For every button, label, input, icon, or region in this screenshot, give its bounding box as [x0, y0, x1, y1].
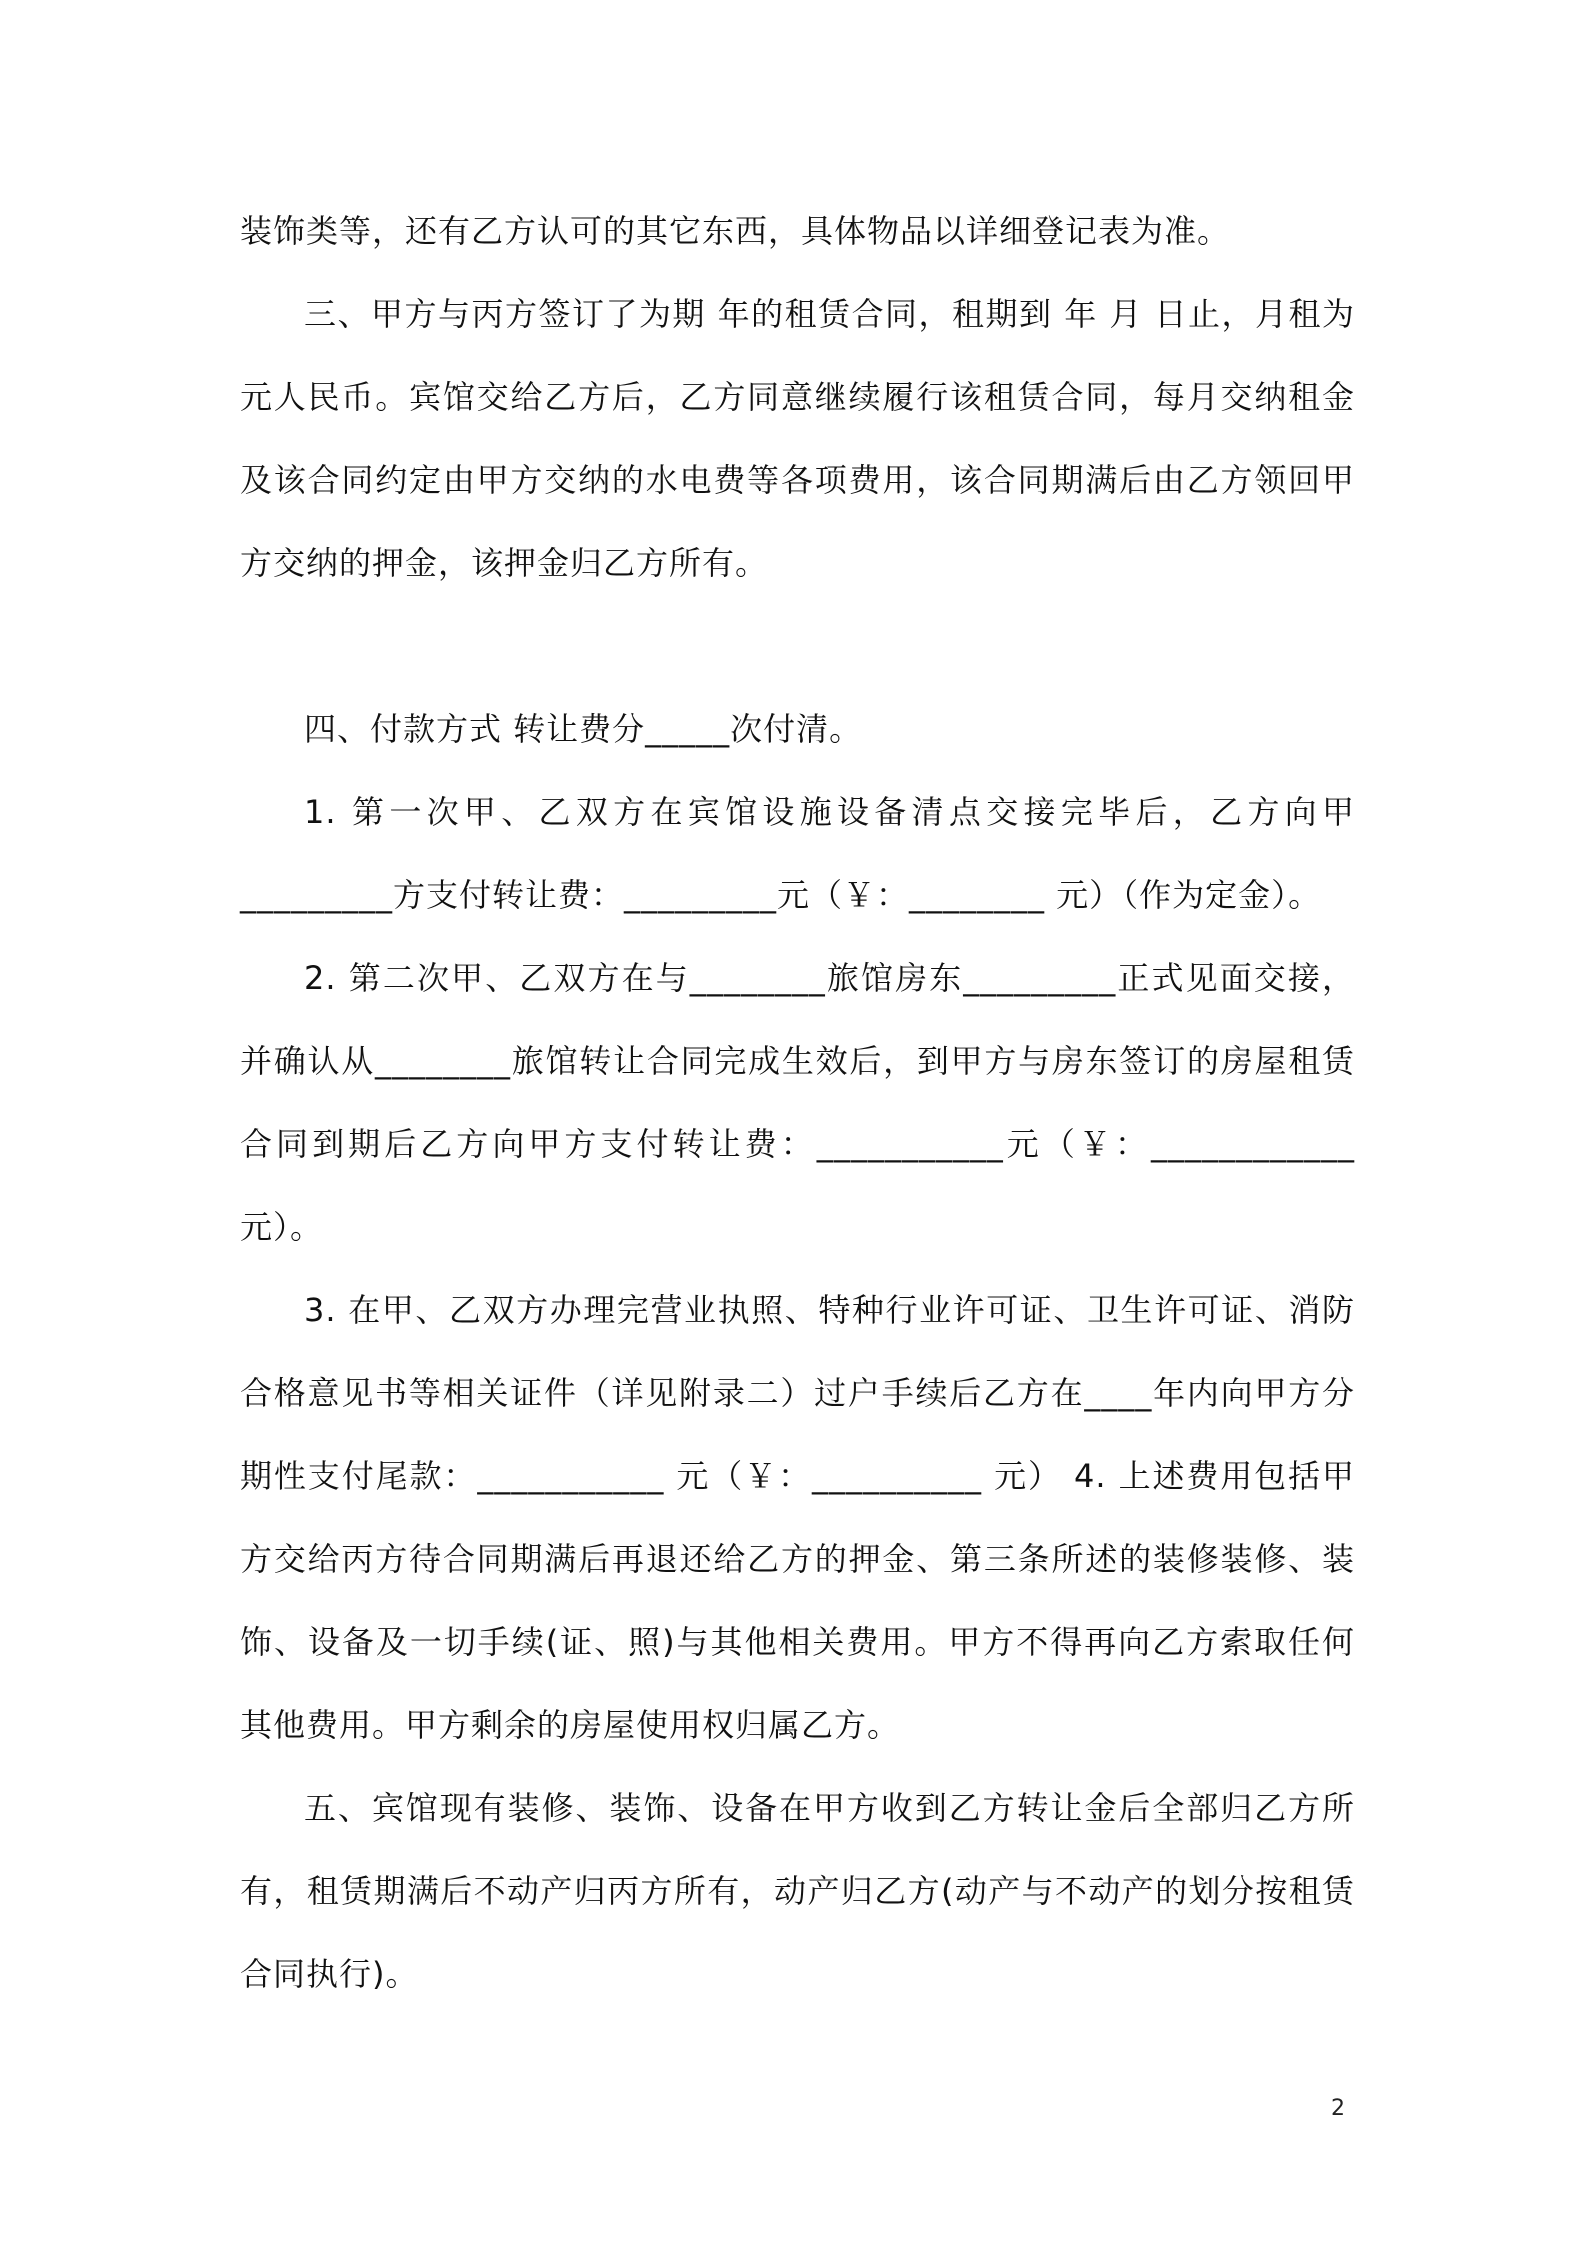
paragraph-payment-first: 1. 第一次甲、乙双方在宾馆设施设备清点交接完毕后，乙方向甲_________方支付转让费：_________元（￥：________ 元）（作为定金）。	[240, 793, 1355, 914]
page-number: 2	[1331, 2096, 1345, 2121]
paragraph-payment-third: 3. 在甲、乙双方办理完营业执照、特种行业许可证、卫生许可证、消防合格意见书等相关证件（详见附录二）过户手续后乙方在____年内向甲方分期性支付尾款：___________ 元（￥：__________ 元） 4. 上述费用包括甲方交给丙方待合同期满后再退还给乙方的押金、第三条所述的装修装修、装饰、设备及一切手续(证、照)与其他相关费用。甲方不得再向乙方索取任何其他费用。甲方剩余的房屋使用权归属乙方。	[240, 1291, 1355, 1744]
paragraph-section-three: 三、甲方与丙方签订了为期 年的租赁合同，租期到 年 月 日止，月租为 元人民币。宾馆交给乙方后，乙方同意继续履行该租赁合同，每月交纳租金及该合同约定由甲方交纳的水电费等各项费用，该合同期满后由乙方领回甲方交纳的押金，该押金归乙方所有。	[240, 295, 1355, 582]
paragraph-section-four: 四、付款方式 转让费分_____次付清。	[304, 710, 863, 748]
paragraph-payment-second: 2. 第二次甲、乙双方在与________旅馆房东_________正式见面交接，并确认从________旅馆转让合同完成生效后，到甲方与房东签订的房屋租赁合同到期后乙方向甲方支付转让费：___________元（￥：____________元）。	[240, 959, 1355, 1246]
paragraph-continuation: 装饰类等，还有乙方认可的其它东西，具体物品以详细登记表为准。	[240, 212, 1231, 250]
paragraph-section-five: 五、宾馆现有装修、装饰、设备在甲方收到乙方转让金后全部归乙方所有，租赁期满后不动产归丙方所有，动产归乙方(动产与不动产的划分按租赁合同执行)。	[240, 1789, 1355, 1993]
document-body	[240, 190, 1355, 2016]
